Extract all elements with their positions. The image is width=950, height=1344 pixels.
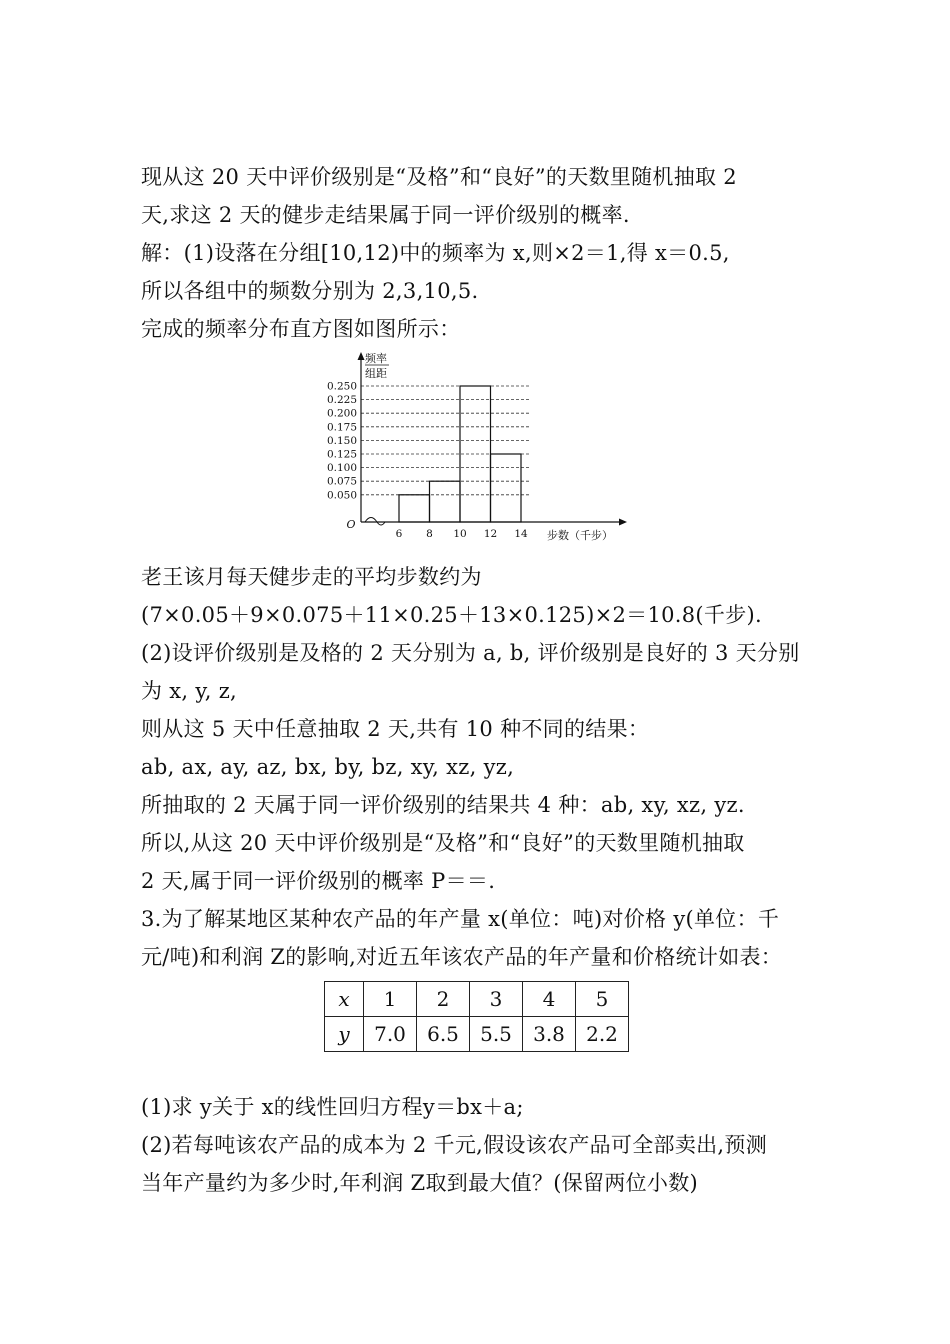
- table-header-x: x: [325, 982, 364, 1017]
- frequency-histogram: [315, 348, 645, 548]
- text-line-5: 完成的频率分布直方图如图所示：: [141, 317, 461, 341]
- text-line-3: 解：(1)设落在分组[10,12)中的频率为 x,则×2＝1,得 x＝0.5,: [141, 241, 730, 265]
- y-tick-label: 0.225: [326, 394, 357, 407]
- text-line-18: (2)若每吨该农产品的成本为 2 千元,假设该农产品可全部卖出,预测: [141, 1133, 768, 1157]
- text-line-2: 天,求这 2 天的健步走结果属于同一评价级别的概率.: [141, 203, 630, 227]
- text-line-17: (1)求 y关于 x的线性回归方程y＝bx＋a;: [141, 1095, 524, 1119]
- y-axis-arrow-icon: [358, 352, 365, 360]
- y-axis-label-top: 频率: [365, 352, 387, 365]
- y-axis-label-bottom: 组距: [365, 367, 387, 380]
- table-row: [325, 982, 629, 1017]
- y-tick-label: 0.250: [326, 380, 357, 393]
- text-line-6: 老王该月每天健步走的平均步数约为: [141, 565, 482, 589]
- histogram-bar: [399, 495, 430, 522]
- table-cell: 4: [523, 982, 576, 1017]
- y-tick-label: 0.100: [326, 462, 357, 475]
- text-line-10: 则从这 5 天中任意抽取 2 天,共有 10 种不同的结果：: [141, 717, 650, 741]
- table-cell: 2.2: [576, 1017, 629, 1052]
- data-table: [324, 981, 629, 1052]
- text-line-14: 2 天,属于同一评价级别的概率 P＝＝.: [141, 869, 496, 893]
- table-cell: 2: [417, 982, 470, 1017]
- x-tick-label: 10: [453, 528, 467, 540]
- table-cell: 1: [364, 982, 417, 1017]
- text-line-7: (7×0.05＋9×0.075＋11×0.25＋13×0.125)×2＝10.8(千步).: [141, 603, 762, 627]
- x-tick-label: 12: [483, 528, 498, 540]
- x-tick-label: 14: [514, 528, 528, 540]
- y-tick-label: 0.125: [326, 448, 357, 461]
- table-cell: 5.5: [470, 1017, 523, 1052]
- table-header-y: y: [325, 1017, 364, 1052]
- text-line-8: (2)设评价级别是及格的 2 天分别为 a, b, 评价级别是良好的 3 天分别: [141, 641, 800, 665]
- table-cell: 5: [576, 982, 629, 1017]
- y-tick-label: 0.175: [326, 421, 357, 434]
- text-line-15: 3.为了解某地区某种农产品的年产量 x(单位：吨)对价格 y(单位：千: [141, 907, 780, 931]
- axis-break-icon: [365, 518, 385, 526]
- histogram-bar: [460, 386, 491, 522]
- y-tick-label: 0.200: [326, 407, 357, 420]
- table-cell: 3: [470, 982, 523, 1017]
- histogram-bar: [491, 454, 522, 522]
- x-tick-label: 6: [395, 528, 403, 540]
- text-line-16: 元/吨)和利润 Z的影响,对近五年该农产品的年产量和价格统计如表：: [141, 945, 783, 969]
- text-line-11: ab, ax, ay, az, bx, by, bz, xy, xz, yz,: [141, 755, 515, 779]
- text-line-19: 当年产量约为多少时,年利润 Z取到最大值？(保留两位小数): [141, 1171, 699, 1195]
- origin-label: O: [346, 518, 356, 531]
- x-axis-label: 步数（千步）: [547, 529, 613, 542]
- text-line-1: 现从这 20 天中评价级别是“及格”和“良好”的天数里随机抽取 2: [141, 165, 737, 189]
- text-line-4: 所以各组中的频数分别为 2,3,10,5.: [141, 279, 479, 303]
- table-cell: 7.0: [364, 1017, 417, 1052]
- table-cell: 6.5: [417, 1017, 470, 1052]
- x-tick-label: 8: [426, 528, 433, 540]
- y-tick-label: 0.075: [326, 475, 357, 488]
- y-tick-label: 0.150: [326, 434, 357, 447]
- histogram-bar: [430, 481, 461, 522]
- text-line-13: 所以,从这 20 天中评价级别是“及格”和“良好”的天数里随机抽取: [141, 831, 745, 855]
- y-tick-label: 0.050: [326, 489, 357, 502]
- table-cell: 3.8: [523, 1017, 576, 1052]
- x-axis-arrow-icon: [619, 519, 627, 526]
- text-line-9: 为 x, y, z,: [141, 679, 238, 703]
- table-row: [325, 1017, 629, 1052]
- text-line-12: 所抽取的 2 天属于同一评价级别的结果共 4 种：ab, xy, xz, yz.: [141, 793, 745, 817]
